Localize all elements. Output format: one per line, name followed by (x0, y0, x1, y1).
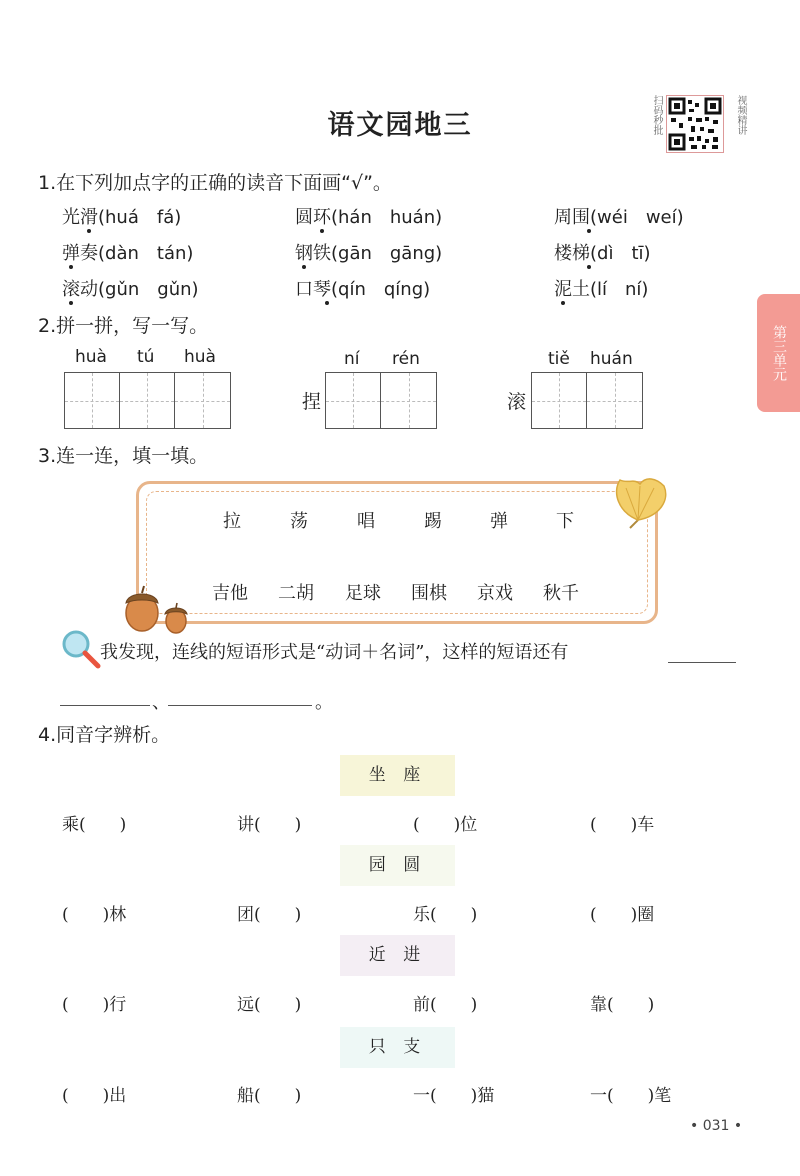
q1-option[interactable]: 泥土(lí ní) (554, 279, 649, 300)
writing-grid[interactable] (64, 372, 231, 429)
page-number: • 031 • (690, 1118, 743, 1134)
qr-code-icon (666, 95, 724, 153)
answer-blank[interactable] (60, 705, 150, 706)
emphasis-dot (587, 229, 591, 233)
verb-item[interactable]: 拉 (223, 511, 241, 532)
homophone-header: 近 进 (340, 935, 455, 976)
noun-item[interactable]: 秋千 (543, 583, 579, 604)
writing-cell[interactable] (120, 373, 175, 428)
q1-option[interactable]: 光滑(huá fá) (62, 207, 182, 228)
noun-item[interactable]: 吉他 (212, 583, 248, 604)
writing-grid[interactable] (531, 372, 643, 429)
emphasis-dot (69, 301, 73, 305)
noun-item[interactable]: 围棋 (411, 583, 447, 604)
answer-blank[interactable] (668, 662, 736, 663)
writing-cell[interactable] (587, 373, 642, 428)
writing-cell[interactable] (175, 373, 230, 428)
verb-item[interactable]: 踢 (424, 511, 442, 532)
q1-option[interactable]: 周围(wéi weí) (554, 207, 684, 228)
qr-left-text: 扫码秒批 (651, 95, 662, 135)
fill-item[interactable]: 讲( ) (237, 815, 302, 835)
qr-right-text: 视频精讲 (735, 95, 746, 135)
homophone-header: 只 支 (340, 1027, 455, 1068)
fill-item[interactable]: 远( ) (237, 995, 302, 1015)
q1-option[interactable]: 口琴(qín qíng) (295, 279, 431, 300)
separator: 、 (152, 692, 170, 713)
fill-item[interactable]: 团( ) (237, 905, 302, 925)
answer-blank[interactable] (168, 705, 312, 706)
emphasis-dot (587, 265, 591, 269)
verb-item[interactable]: 唱 (357, 511, 375, 532)
noun-item[interactable]: 二胡 (278, 583, 314, 604)
fill-item[interactable]: 靠( ) (590, 995, 655, 1015)
fill-item[interactable]: 乐( ) (413, 905, 478, 925)
pinyin-label: rén (392, 349, 420, 369)
fill-item[interactable]: ( )圈 (590, 905, 655, 925)
grid-prefix-char: 捏 (302, 391, 322, 413)
pinyin-label: huà (75, 347, 107, 367)
q3-heading: 3.连一连，填一填。 (38, 445, 209, 467)
unit-side-tab[interactable]: 第三单元 (757, 294, 800, 412)
qr-code-block[interactable] (648, 95, 748, 153)
q1-option[interactable]: 楼梯(dì tī) (554, 243, 651, 264)
q1-option[interactable]: 弹奏(dàn tán) (62, 243, 194, 264)
homophone-header: 坐 座 (340, 755, 455, 796)
noun-item[interactable]: 足球 (345, 583, 381, 604)
q4-heading: 4.同音字辨析。 (38, 724, 171, 746)
ginkgo-leaf-icon (608, 472, 674, 534)
emphasis-dot (561, 301, 565, 305)
verb-item[interactable]: 荡 (290, 511, 308, 532)
pinyin-label: tiě (548, 349, 570, 369)
q1-option[interactable]: 圆环(hán huán) (295, 207, 443, 228)
fill-item[interactable]: 一( )笔 (590, 1086, 672, 1106)
fill-item[interactable]: ( )出 (62, 1086, 127, 1106)
pinyin-label: tú (137, 347, 155, 367)
grid-prefix-char: 滚 (507, 391, 527, 413)
verb-item[interactable]: 弹 (490, 511, 508, 532)
writing-cell[interactable] (381, 373, 436, 428)
noun-item[interactable]: 京戏 (477, 583, 513, 604)
homophone-header: 园 圆 (340, 845, 455, 886)
writing-cell[interactable] (326, 373, 381, 428)
magnifier-icon (60, 628, 102, 674)
acorn-icon (120, 583, 200, 639)
emphasis-dot (302, 265, 306, 269)
discover-sentence: 我发现，连线的短语形式是“动词＋名词”，这样的短语还有 (100, 642, 569, 663)
fill-item[interactable]: 前( ) (413, 995, 478, 1015)
q1-option[interactable]: 滚动(gǔn gǔn) (62, 279, 199, 300)
q1-heading: 1.在下列加点字的正确的读音下面画“√”。 (38, 172, 392, 194)
emphasis-dot (325, 301, 329, 305)
fill-item[interactable]: ( )车 (590, 815, 655, 835)
emphasis-dot (69, 265, 73, 269)
fill-item[interactable]: ( )位 (413, 815, 478, 835)
q1-option[interactable]: 钢铁(gān gāng) (295, 243, 443, 264)
emphasis-dot (87, 229, 91, 233)
verb-item[interactable]: 下 (556, 511, 574, 532)
q2-heading: 2.拼一拼，写一写。 (38, 315, 209, 337)
writing-cell[interactable] (532, 373, 587, 428)
fill-item[interactable]: ( )林 (62, 905, 127, 925)
pinyin-label: huán (590, 349, 633, 369)
fill-item[interactable]: 一( )猫 (413, 1086, 495, 1106)
writing-grid[interactable] (325, 372, 437, 429)
fill-item[interactable]: ( )行 (62, 995, 127, 1015)
writing-cell[interactable] (65, 373, 120, 428)
fill-item[interactable]: 乘( ) (62, 815, 127, 835)
page-title: 语文园地三 (327, 110, 473, 141)
fill-item[interactable]: 船( ) (237, 1086, 302, 1106)
pinyin-label: huà (184, 347, 216, 367)
pinyin-label: ní (344, 349, 360, 369)
sentence-end: 。 (315, 692, 333, 713)
emphasis-dot (320, 229, 324, 233)
